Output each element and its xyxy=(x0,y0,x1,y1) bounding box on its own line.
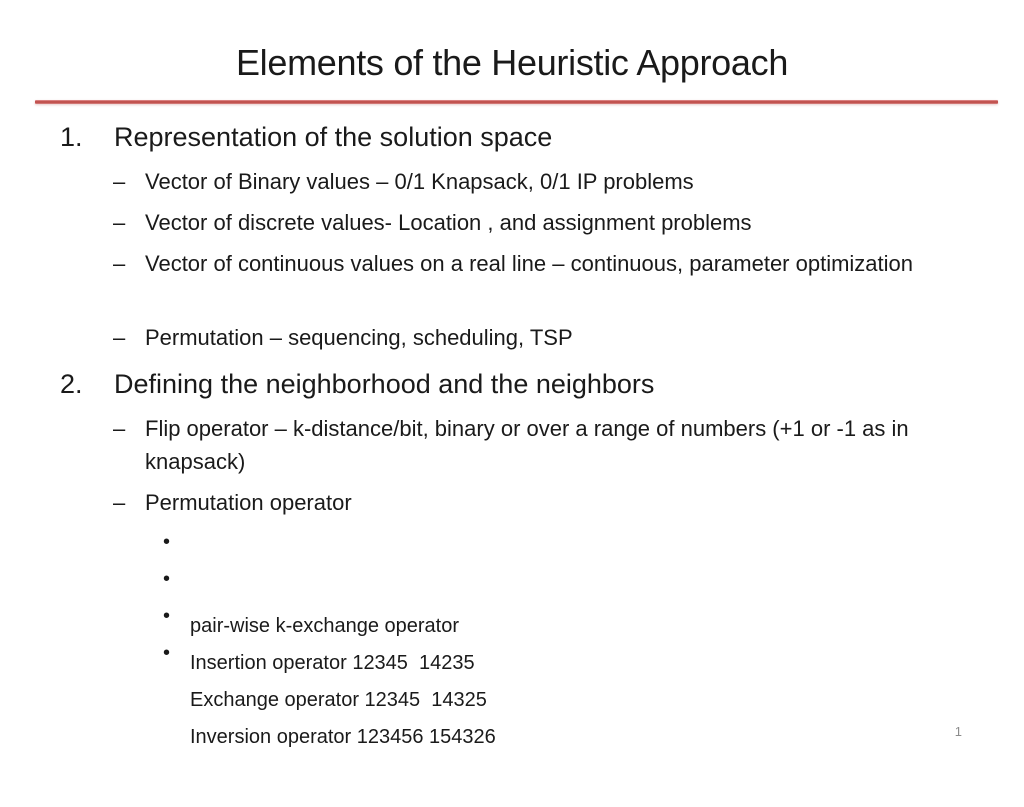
dash-bullet: – xyxy=(113,210,126,235)
list-item-text: Permutation operator xyxy=(145,490,352,515)
sub-list-item-text: Exchange operator 12345 14325 xyxy=(190,689,487,711)
dash-bullet: – xyxy=(113,169,126,194)
list-item xyxy=(113,206,983,239)
list-item-text: Vector of Binary values – 0/1 Knapsack, 0/1 IP problems xyxy=(145,169,694,194)
dot-bullet: • xyxy=(163,568,171,590)
section-heading-2 xyxy=(60,368,990,400)
slide-title: Elements of the Heuristic Approach xyxy=(235,42,789,83)
list-item xyxy=(113,165,983,198)
dash-bullet: – xyxy=(113,325,126,350)
sub-list-item-text: Inversion operator 123456 154326 xyxy=(190,726,496,748)
dash-bullet: – xyxy=(113,490,126,515)
page-number: 1 xyxy=(954,724,962,739)
list-item xyxy=(113,412,983,478)
dot-bullet: • xyxy=(163,642,171,664)
section-heading-text-2: Defining the neighborhood and the neighbors xyxy=(114,369,655,399)
section-number-2: 2. xyxy=(60,369,83,399)
list-item-text: Permutation – sequencing, scheduling, TSP xyxy=(145,325,573,350)
list-item-text: Flip operator – k-distance/bit, binary or over a range of numbers (+1 or -1 as in knapsack) xyxy=(145,416,909,474)
list-item-text: Vector of continuous values on a real line – continuous, parameter optimization xyxy=(145,251,914,276)
sub-list-item-text: Insertion operator 12345 14235 xyxy=(190,652,475,674)
section-heading-text-1: Representation of the solution space xyxy=(114,122,553,152)
section-number-1: 1. xyxy=(60,122,83,152)
list-item xyxy=(113,486,983,519)
list-item-text: Vector of discrete values- Location , and assignment problems xyxy=(145,210,752,235)
dash-bullet: – xyxy=(113,251,126,276)
dot-bullet: • xyxy=(163,605,171,627)
list-item xyxy=(113,247,983,280)
sub-list-item-text: pair-wise k-exchange operator xyxy=(190,615,460,637)
sub-list-item xyxy=(163,639,963,807)
list-item xyxy=(113,321,983,354)
section-heading-1 xyxy=(60,121,990,153)
dash-bullet: – xyxy=(113,416,126,441)
dot-bullet: • xyxy=(163,531,171,553)
